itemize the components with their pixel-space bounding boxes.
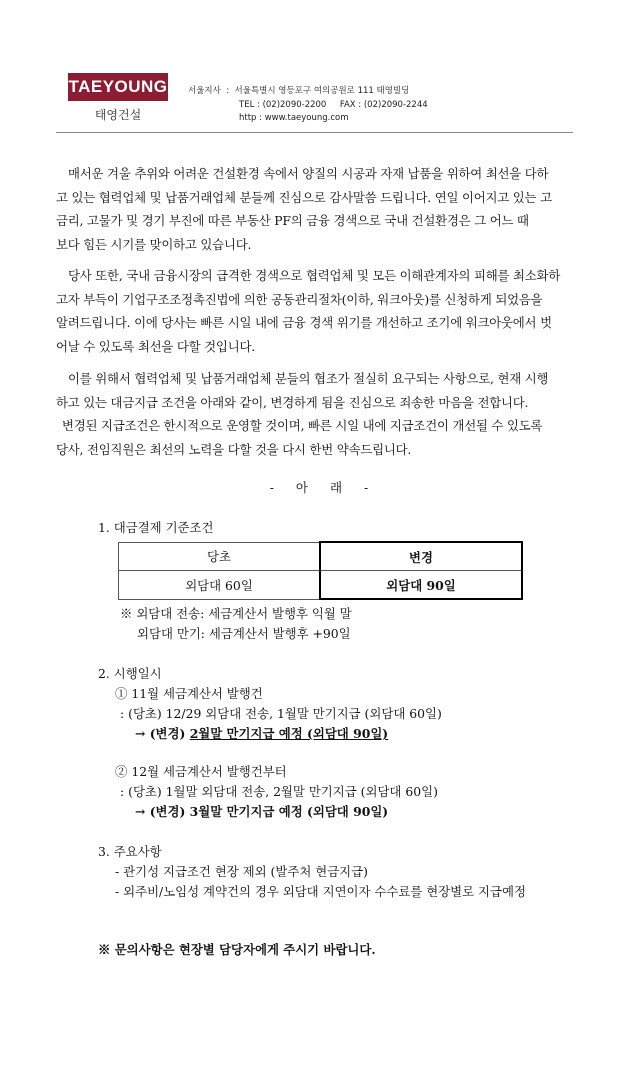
section-heading-key-notes: 3. 주요사항	[98, 844, 162, 859]
change-prefix: → (변경)	[135, 726, 190, 741]
paragraph-payment-change	[56, 367, 590, 461]
website-line: http : www.taeyoung.com	[239, 113, 349, 123]
company-logo: TAEYOUNG	[68, 73, 168, 101]
header-divider	[56, 132, 573, 133]
address-line: 서울지사 : 서울특별시 영등포구 여의공원로 111 태영빌딩	[188, 86, 410, 96]
key-note-item: - 외주비/노임성 계약건의 경우 외담대 지연이자 수수료를 현장별로 지급예정	[115, 884, 526, 899]
section-heading-effective-date: 2. 시행일시	[98, 666, 162, 681]
text-line: 보다 힘든 시기를 맞이하고 있습니다.	[56, 236, 252, 252]
change-detail: 2월말 만기지급 예정 (외담대 90일)	[189, 726, 389, 741]
phone-fax-line: TEL : (02)2090-2200 FAX : (02)2090-2244	[239, 99, 428, 110]
contact-info	[188, 85, 428, 126]
text-line: 고자 부득이 기업구조조정촉진법에 의한 공동관리절차(이하, 워크아웃)를 신청하게 되었음을	[56, 291, 543, 307]
footer-inquiry-note: ※ 문의사항은 현장별 담당자에게 주시기 바랍니다.	[98, 942, 376, 957]
item-november: ① 11월 세금계산서 발행건	[115, 686, 263, 701]
item-november-original: : (당초) 12/29 외담대 전송, 1월말 만기지급 (외담대 60일)	[120, 706, 442, 721]
item-december: ② 12월 세금계산서 발행건부터	[115, 764, 287, 779]
text-line: 당사, 전임직원은 최선의 노력을 다할 것을 다시 한번 약속드립니다.	[56, 441, 412, 457]
item-november-changed	[135, 724, 388, 742]
note-transmission: ※ 외담대 전송: 세금계산서 발행후 익월 말	[120, 606, 352, 621]
table-header-changed: 변경	[320, 542, 522, 571]
payment-terms-table	[118, 541, 523, 600]
below-heading: - 아 래 -	[269, 480, 371, 495]
text-line: 당사 또한, 국내 금융시장의 급격한 경색으로 협력업체 및 모든 이해관계자의 피해를 최소화하	[68, 268, 561, 283]
text-line: 변경된 지급조건은 한시적으로 운영할 것이며, 빠른 시일 내에 지급조건이 개선될 수 있도록	[62, 418, 543, 434]
text-line: 매서운 겨울 추위와 어려운 건설환경 속에서 양질의 시공과 자재 납품을 위하여 최선을 다하	[68, 166, 549, 181]
table-header-original: 당초	[119, 542, 321, 571]
company-name-korean: 태영건설	[94, 108, 142, 122]
text-line: 고 있는 협력업체 및 납품거래업체 분들께 진심으로 감사말씀 드립니다. 연일 이어지고 있는 고	[56, 189, 552, 205]
text-line: 하고 있는 대금지급 조건을 아래와 같이, 변경하게 됨을 진심으로 죄송한 마음을 전합니다.	[56, 394, 529, 410]
text-line: 이를 위해서 협력업체 및 납품거래업체 분들의 협조가 절실히 요구되는 사항으로, 현재 시행	[68, 371, 549, 386]
paragraph-workout-notice	[56, 264, 590, 358]
text-line: 알려드립니다. 이에 당사는 빠른 시일 내에 금융 경색 위기를 개선하고 조기에 워크아웃에서 벗	[56, 315, 552, 331]
key-note-item: - 관기성 지급조건 현장 제외 (발주처 현금지급)	[115, 864, 368, 879]
table-cell-changed-value: 외담대 90일	[320, 571, 522, 600]
text-line: 어날 수 있도록 최선을 다할 것입니다.	[56, 338, 255, 354]
item-december-changed: → (변경) 3월말 만기지급 예정 (외담대 90일)	[135, 804, 389, 819]
section-heading-payment-terms: 1. 대금결제 기준조건	[98, 520, 214, 535]
paragraph-greeting	[56, 162, 590, 256]
table-cell-original-value: 외담대 60일	[119, 571, 321, 600]
text-line: 금리, 고물가 및 경기 부진에 따른 부동산 PF의 금융 경색으로 국내 건설환경은 그 어느 때	[56, 213, 529, 229]
item-december-original: : (당초) 1월말 외담대 전송, 2월말 만기지급 (외담대 60일)	[120, 784, 438, 799]
note-maturity: 외담대 만기: 세금계산서 발행후 +90일	[137, 626, 351, 641]
